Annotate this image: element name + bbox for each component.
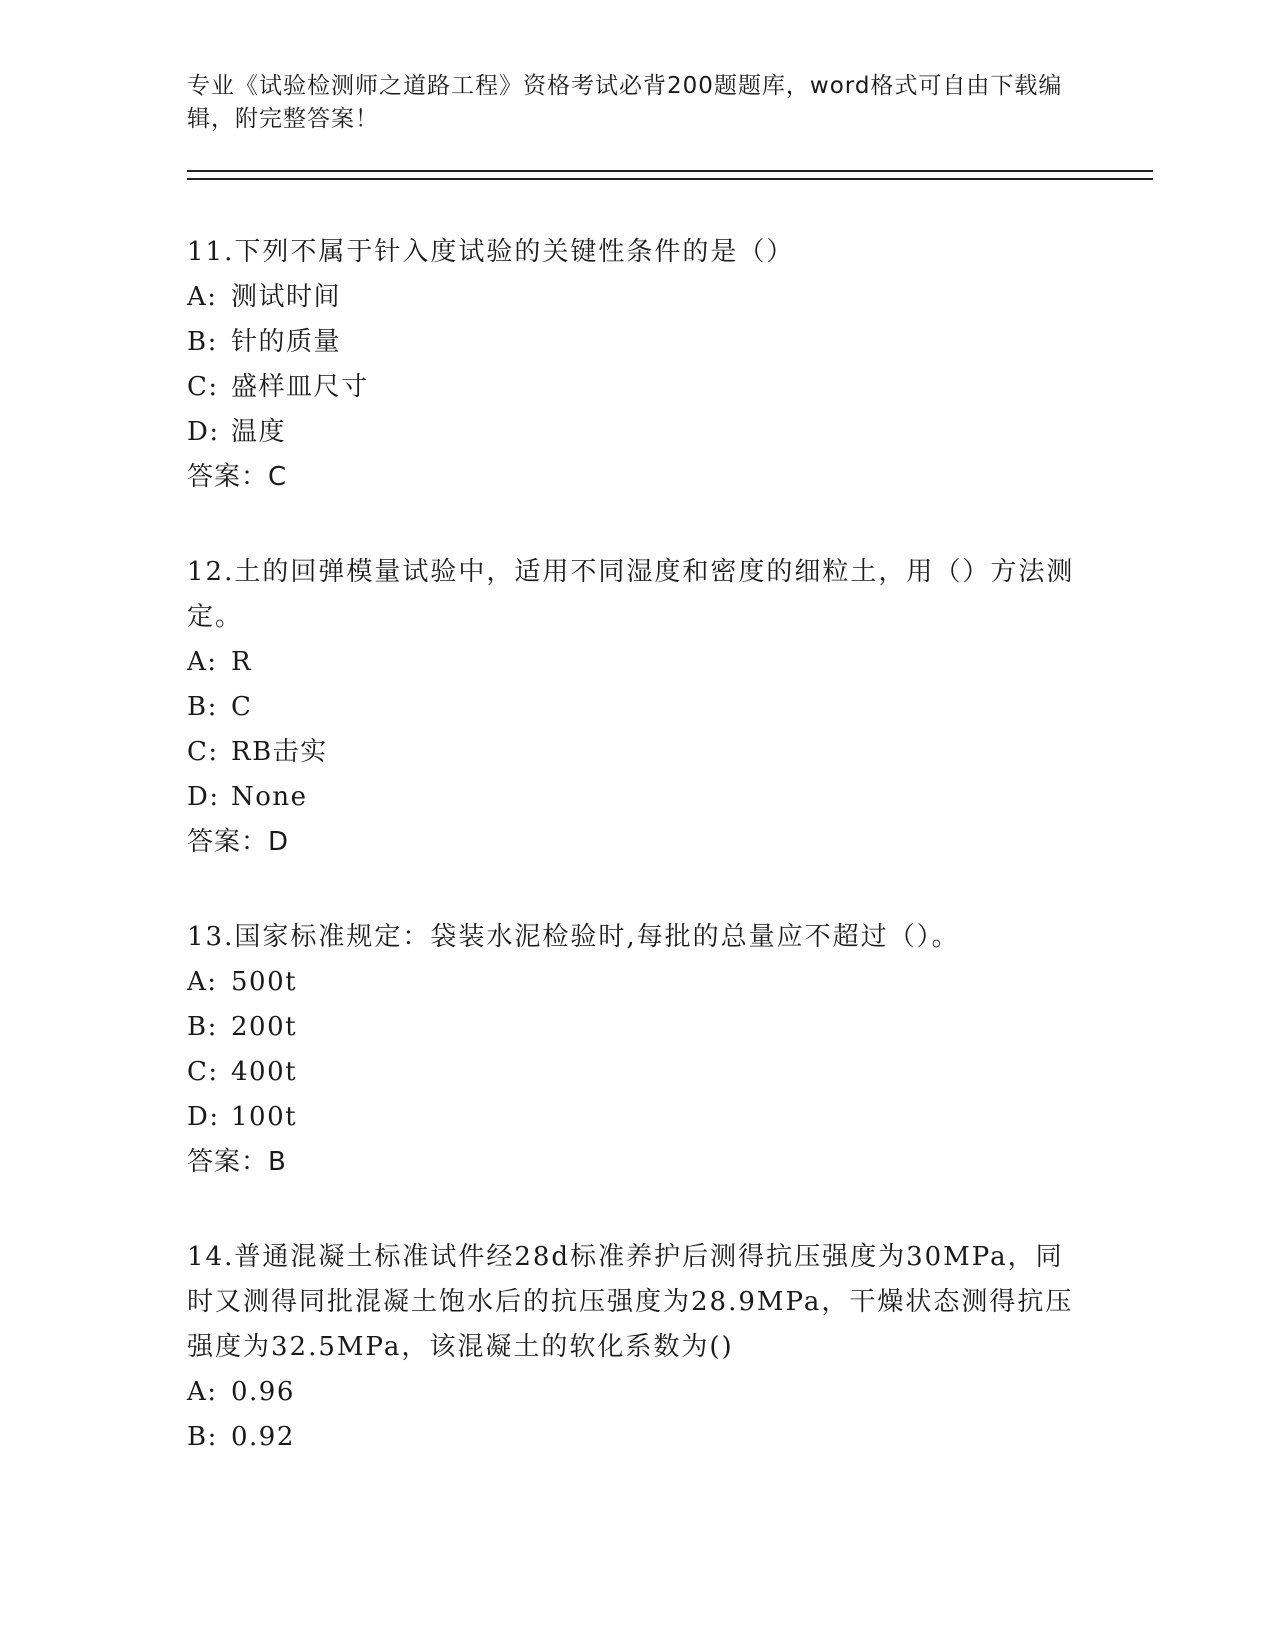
header-double-rule	[187, 170, 1153, 180]
option-letter: A:	[187, 647, 218, 677]
option-letter: B:	[187, 1012, 218, 1042]
option-c	[187, 365, 1153, 410]
question-stem: 14.普通混凝土标准试件经28d标准养护后测得抗压强度为30MPa，同时又测得同批混凝土饱水后的抗压强度为28.9MPa，干燥状态测得抗压强度为32.5MPa，该混凝土的软化系数为()	[187, 1242, 1074, 1362]
option-text: 针的质量	[231, 327, 342, 357]
option-b	[187, 1415, 1153, 1460]
option-text: RB击实	[231, 737, 328, 767]
option-letter: C:	[187, 1057, 219, 1087]
option-letter: D:	[187, 1102, 220, 1132]
answer-line: 答案：B	[187, 1147, 287, 1177]
option-text: 测试时间	[231, 282, 342, 312]
option-text: 200t	[231, 1012, 298, 1042]
option-letter: A:	[187, 282, 218, 312]
question-13	[187, 915, 1153, 1185]
option-d	[187, 410, 1153, 455]
answer-line: 答案：C	[187, 462, 288, 492]
document-page	[187, 70, 1153, 1460]
document-header: 专业《试验检测师之道路工程》资格考试必背200题题库，word格式可自由下载编辑，附完整答案！	[187, 73, 1063, 132]
option-b	[187, 685, 1153, 730]
question-11	[187, 230, 1153, 500]
option-c	[187, 1050, 1153, 1095]
question-stem: 13.国家标准规定：袋装水泥检验时,每批的总量应不超过（）。	[187, 922, 960, 952]
option-text: 0.92	[231, 1422, 295, 1452]
option-d	[187, 775, 1153, 820]
option-c	[187, 730, 1153, 775]
option-text: None	[231, 782, 308, 812]
option-b	[187, 1005, 1153, 1050]
option-a	[187, 275, 1153, 320]
answer-line: 答案：D	[187, 827, 290, 857]
option-letter: A:	[187, 1377, 218, 1407]
option-text: 0.96	[231, 1377, 295, 1407]
option-letter: B:	[187, 1422, 218, 1452]
question-stem: 11.下列不属于针入度试验的关键性条件的是（）	[187, 237, 795, 267]
option-a	[187, 640, 1153, 685]
option-letter: A:	[187, 967, 218, 997]
option-letter: B:	[187, 692, 218, 722]
option-d	[187, 1095, 1153, 1140]
option-a	[187, 1370, 1153, 1415]
question-12	[187, 550, 1153, 865]
option-text: C	[231, 692, 253, 722]
option-text: R	[231, 647, 253, 677]
question-stem: 12.土的回弹模量试验中，适用不同湿度和密度的细粒土，用（）方法测定。	[187, 557, 1075, 632]
option-text: 500t	[231, 967, 298, 997]
option-text: 盛样皿尺寸	[231, 372, 369, 402]
option-text: 100t	[231, 1102, 298, 1132]
option-text: 温度	[231, 417, 287, 447]
option-letter: B:	[187, 327, 218, 357]
option-letter: C:	[187, 737, 219, 767]
option-letter: D:	[187, 782, 220, 812]
question-14	[187, 1235, 1153, 1460]
option-a	[187, 960, 1153, 1005]
option-letter: D:	[187, 417, 220, 447]
option-letter: C:	[187, 372, 219, 402]
option-text: 400t	[231, 1057, 298, 1087]
option-b	[187, 320, 1153, 365]
